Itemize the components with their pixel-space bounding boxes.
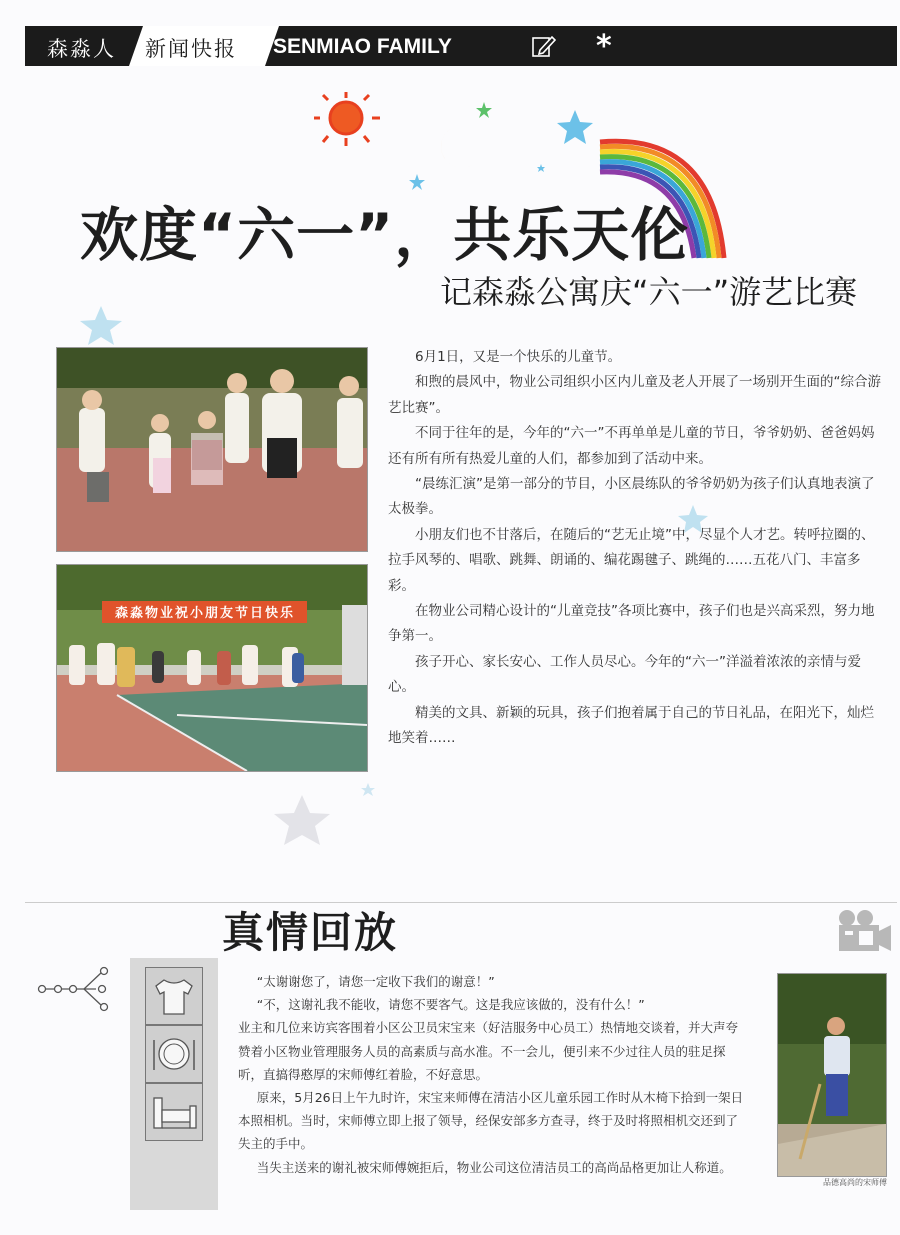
star-icon (274, 795, 330, 845)
photo-banner-court (56, 564, 368, 772)
story-paragraph: 当失主送来的谢礼被宋师傅婉拒后，物业公司这位清洁员工的高尚品格更加让人称道。 (256, 1159, 732, 1175)
story-paragraph: “不，这谢礼我不能收，请您不要客气。这是我应该做的，没有什么！” (256, 997, 645, 1013)
story-paragraph: 业主和几位来访宾客围着小区公卫员宋宝来（好洁服务中心员工）热情地交谈着，并大声夸赞着小区物业管理服务人员的高素质与高水准。不一会儿，便引来不少过往人员的驻足探听，直搞得憨厚的宋师傅红着脸，不好意思。 (238, 1020, 739, 1082)
photo-children-performance (56, 347, 368, 552)
header-section-cn: 新闻快报 (145, 37, 237, 61)
photo-worker (777, 973, 887, 1177)
shirt-icon (145, 967, 203, 1025)
edit-pen-icon (530, 33, 556, 59)
story-paragraph: “太谢谢您了，请您一定收下我们的谢意！” (256, 974, 495, 989)
sun-icon (314, 92, 380, 146)
article-paragraph: 不同于往年的是，今年的“六一”不再单单是儿童的节日，爷爷奶奶、爸爸妈妈还有所有所有热爱儿童的人们，都参加到了活动中来。 (388, 425, 875, 467)
article-body (388, 345, 883, 752)
bed-icon (145, 1083, 203, 1141)
article-paragraph: 6月1日，又是一个快乐的儿童节。 (415, 349, 622, 365)
story-body (238, 970, 746, 1179)
article-title: 欢度“六一”，共乐天伦 (80, 201, 690, 269)
story-paragraph: 原来，5月26日上午九时许，宋宝来师傅在清洁小区儿童乐园工作时从木椅下拾到一架日本照相机。当时，宋师傅立即上报了领导，经保安部多方查寻，终于及时将照相机交还到了失主的手中。 (238, 1090, 744, 1152)
article-paragraph: 孩子开心、家长安心、工作人员尽心。今年的“六一”洋溢着浓浓的亲情与爱心。 (388, 653, 861, 696)
banner-text: 森淼物业祝小朋友节日快乐 (114, 606, 295, 621)
article-paragraph: 精美的文具、新颖的玩具，孩子们抱着属于自己的节日礼品，在阳光下，灿烂地笑着…… (388, 704, 874, 747)
article-subtitle: 记森淼公寓庆“六一”游艺比赛 (440, 273, 858, 311)
connector-dots-icon (36, 964, 114, 1014)
header-bar (25, 26, 897, 66)
article-paragraph: 小朋友们也不甘落后，在随后的“艺无止境”中，尽显个人才艺。转呼拉圈的、拉手风琴的、唱歌、跳舞、朗诵的、编花踢毽子、跳绳的……五花八门、丰富多彩。 (388, 526, 875, 594)
header-label-en: SENMIAO FAMILY (273, 35, 452, 58)
header-asterisk: * (596, 29, 612, 64)
star-icon (557, 110, 593, 144)
article-paragraph: “晨练汇演”是第一部分的节目，小区晨练队的爷爷奶奶为孩子们认真地表演了太极拳。 (388, 476, 875, 518)
star-icon (80, 306, 122, 345)
article-paragraph: 在物业公司精心设计的“儿童竞技”各项比赛中，孩子们也是兴高采烈，努力地争第一。 (388, 603, 875, 645)
star-icon (537, 164, 545, 172)
section2-title: 真情回放 (222, 908, 399, 957)
star-icon (476, 102, 492, 118)
section-divider (25, 902, 897, 903)
star-icon (361, 783, 375, 796)
video-camera-icon (833, 907, 893, 955)
moon-icon (441, 128, 472, 168)
photo-caption: 品德高尚的宋师傅 (823, 1178, 887, 1187)
article-paragraph: 和煦的晨风中，物业公司组织小区内儿童及老人开展了一场别开生面的“综合游艺比赛”。 (388, 374, 881, 416)
header-label-cn: 森淼人 (47, 37, 116, 61)
dining-plate-icon (145, 1025, 203, 1083)
